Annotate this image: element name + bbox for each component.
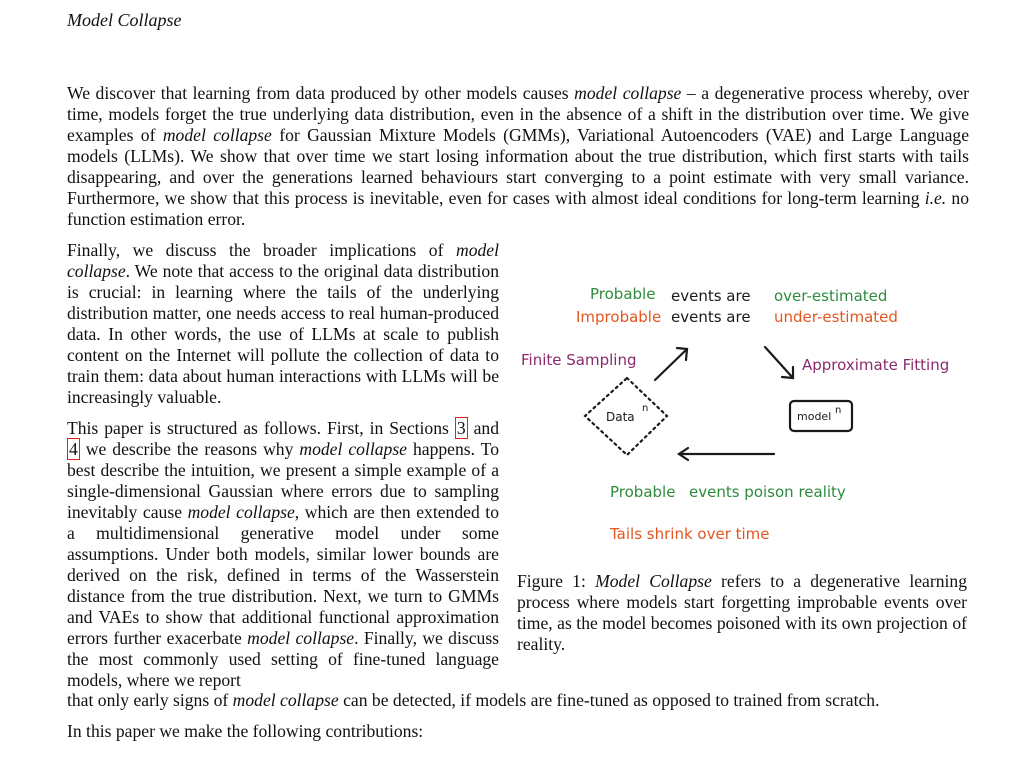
implications-paragraph [67, 240, 499, 408]
implications-emphasis: model collapse [67, 240, 499, 281]
contributions-intro: In this paper we make the following contributions: [67, 721, 424, 741]
under-estimated-label: under-estimated [774, 308, 898, 326]
approximate-fitting-label: Approximate Fitting [802, 356, 950, 374]
abstract-emphasis-1: model collapse [574, 83, 682, 103]
events-are-label: events are [671, 308, 751, 326]
structure-text-1: This paper is structured as follows. First, in Sections [67, 418, 455, 438]
model-collapse-figure [517, 268, 969, 558]
figure-drawing [517, 268, 969, 558]
structure-paragraph [67, 418, 499, 691]
data-node-label: Data [606, 410, 635, 424]
implications-text-2: . We note that access to the original data distribution is crucial: in learning where the tails of the underlying distribution matter, one needs access to real human-produced data. In other words, the use of LLMs at scale to publish content on the Internet will pollute the collection of data to train them: data about human interactions with LLMs will be increasingly valuable. [67, 261, 499, 407]
events-are-label: events are [671, 287, 751, 305]
continuation-text-1: that only early signs of [67, 690, 233, 710]
caption-emphasis: Model Collapse [595, 571, 712, 591]
continuation-emphasis: model collapse [232, 690, 339, 710]
abstract-emphasis-2: model collapse [162, 125, 272, 145]
structure-continuation [67, 690, 969, 711]
model-node-superscript: n [835, 405, 842, 416]
abstract-emphasis-3: i.e. [924, 188, 947, 208]
abstract-text-3: for Gaussian Mixture Models (GMMs), Variational Autoencoders (VAE) and Large Language models (LLMs). We show that over time we start losing information about the true distribution, which first starts with tails disappearing, and over the generations learned behaviours start converging to a point estimate with very small variance. Furthermore, we show that this process is inevitable, even for cases with almost ideal conditions for long-term learning [67, 125, 969, 208]
abstract-paragraph [67, 83, 969, 230]
section-ref-link[interactable]: 3 [456, 418, 466, 438]
caption-text: refers to a degenerative learning process where models start forgetting improbable events over time, as the model becomes poisoned with its own projection of reality. [517, 571, 967, 654]
improbable-word: Improbable [576, 308, 662, 326]
abstract-text-1: We discover that learning from data produced by other models causes [67, 83, 575, 103]
structure-emphasis-1: model collapse [299, 439, 407, 459]
abstract-text-2: – a degenerative process whereby, over time, models forget the true underlying data distribution, even in the absence of a shift in the distribution over time. We give examples of [67, 83, 970, 145]
left-arrow [679, 448, 774, 460]
left-column [67, 240, 499, 701]
structure-text-5: , which are then extended to a multidimensional generative model under some assumptions. Under both models, similar lower bounds are derived on the risk, defined in terms of the Wasserstein distance from the true distribution. Next, we turn to GMMs and VAEs to show that additional functional approximation errors further exacerbate [67, 502, 499, 648]
abstract-text-4: no function estimation error. [67, 188, 969, 229]
continuation-text-2: can be detected, if models are fine-tuned as opposed to trained from scratch. [338, 690, 880, 710]
structure-text-4: happens. To best describe the intuition, we present a simple example of a single-dimensional Gaussian where errors due to sampling inevitably cause [67, 439, 499, 522]
data-node-superscript: n [642, 403, 649, 414]
probable-word: Probable [590, 285, 656, 303]
section-ref-link[interactable]: 4 [69, 439, 78, 459]
model-node-label: model [797, 410, 832, 423]
up-right-arrow [655, 348, 687, 380]
structure-emphasis-3: model collapse [247, 628, 355, 648]
poison-reality-label: events poison reality [689, 483, 846, 501]
structure-text-2: and [467, 418, 499, 438]
structure-emphasis-2: model collapse [187, 502, 295, 522]
structure-text-6: . Finally, we discuss the most commonly used setting of fine-tuned language models, where we report [67, 628, 500, 690]
down-right-arrow [765, 347, 793, 378]
finite-sampling-label: Finite Sampling [521, 351, 637, 369]
caption-label: Figure 1: [517, 571, 596, 591]
structure-text-3: we describe the reasons why [79, 439, 300, 459]
running-title: Model Collapse [67, 10, 182, 30]
over-estimated-label: over-estimated [774, 287, 888, 305]
poison-probable-word: Probable [610, 483, 676, 501]
figure-caption [517, 571, 967, 655]
tails-shrink-label: Tails shrink over time [610, 525, 770, 543]
implications-text-1: Finally, we discuss the broader implications of [67, 240, 456, 260]
